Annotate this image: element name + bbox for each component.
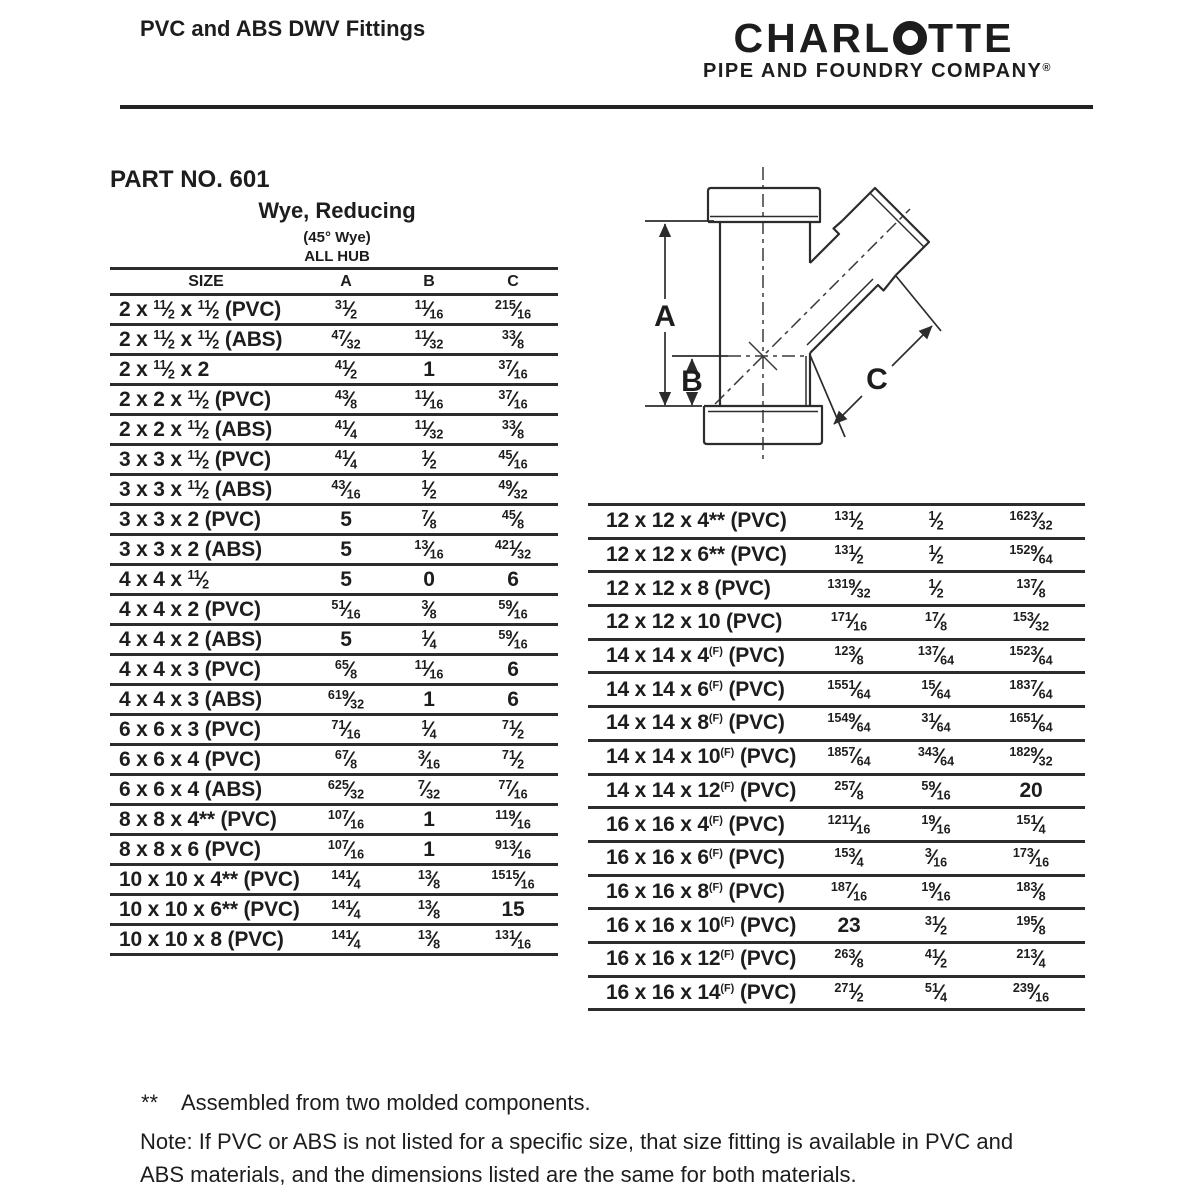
dim-c-cell: $^{195}⁄_8$	[977, 909, 1085, 943]
part-connection: ALL HUB	[304, 248, 370, 265]
fitting-outline	[704, 188, 929, 444]
dim-a-cell: $^{41}⁄_2$	[302, 355, 390, 385]
dim-c-cell: $^{45}⁄_8$	[468, 505, 558, 535]
table-row	[588, 976, 1085, 1010]
size-cell: 4 x 4 x $^{11}⁄_2$	[110, 565, 302, 595]
table-row	[110, 865, 558, 895]
size-cell: 6 x 6 x 4 (PVC)	[110, 745, 302, 775]
size-cell: 2 x 2 x $^{11}⁄_2$ (PVC)	[110, 385, 302, 415]
registered-mark: ®	[1042, 61, 1052, 74]
dim-b-cell: $^3⁄_{16}$	[390, 745, 468, 775]
dim-a-cell: $^{141}⁄_4$	[302, 895, 390, 925]
dim-a-cell: $^{41}⁄_4$	[302, 445, 390, 475]
dimension-lines	[645, 221, 941, 437]
dim-c-cell: $^{1651}⁄_{64}$	[977, 707, 1085, 741]
size-cell: 14 x 14 x $12^{(F)}$ (PVC)	[588, 774, 803, 808]
dim-c-cell: $^{1623}⁄_{32}$	[977, 505, 1085, 539]
dim-c-cell: $^{1829}⁄_{32}$	[977, 740, 1085, 774]
dim-b-cell: $^{41}⁄_2$	[895, 942, 977, 976]
footnote-note-line1: Note: If PVC or ABS is not listed for a specific size, that size fitting is available in PVC and	[140, 1129, 1014, 1154]
dim-c-cell: $^{33}⁄_8$	[468, 325, 558, 355]
table-row	[588, 538, 1085, 572]
dim-c-cell: $^{77}⁄_{16}$	[468, 775, 558, 805]
dim-c-line-lower	[834, 396, 862, 424]
dim-a-cell: $^{1211}⁄_{16}$	[803, 808, 895, 842]
table-row	[110, 505, 558, 535]
table-row	[110, 625, 558, 655]
size-cell: 3 x 3 x 2 (ABS)	[110, 535, 302, 565]
dim-c-cell: $^{71}⁄_2$	[468, 745, 558, 775]
dim-b-cell: $^{31}⁄_2$	[895, 909, 977, 943]
table-row	[110, 535, 558, 565]
dim-a-cell: $^{131}⁄_2$	[803, 505, 895, 539]
table-row	[588, 808, 1085, 842]
dim-a-cell: $^{51}⁄_{16}$	[302, 595, 390, 625]
dim-b-cell: 1	[390, 685, 468, 715]
size-cell: 8 x 8 x 6 (PVC)	[110, 835, 302, 865]
dim-a-cell: $^{271}⁄_2$	[803, 976, 895, 1010]
size-cell: 10 x 10 x 6** (PVC)	[110, 895, 302, 925]
dim-c-cell: $^{1529}⁄_{64}$	[977, 538, 1085, 572]
size-cell: 12 x 12 x 8 (PVC)	[588, 572, 803, 606]
footnote-marker: **	[141, 1090, 159, 1115]
dim-c-cell: $^{239}⁄_{16}$	[977, 976, 1085, 1010]
dim-c-cell: $^{1837}⁄_{64}$	[977, 673, 1085, 707]
dim-b-cell: $^{11}⁄_{16}$	[390, 295, 468, 325]
part-name: Wye, Reducing	[258, 198, 416, 223]
charlotte-logo	[703, 15, 1052, 83]
dim-a-cell: $^{1319}⁄_{32}$	[803, 572, 895, 606]
col-header-b: B	[390, 269, 468, 295]
dim-c-cell: $^{183}⁄_8$	[977, 875, 1085, 909]
dim-c-cell: $^{421}⁄_{32}$	[468, 535, 558, 565]
size-cell: 12 x 12 x 4** (PVC)	[588, 505, 803, 539]
dim-c-cell: 20	[977, 774, 1085, 808]
dim-c-cell: 15	[468, 895, 558, 925]
table-row	[110, 895, 558, 925]
size-cell: 16 x 16 x $4^{(F)}$ (PVC)	[588, 808, 803, 842]
dim-a-cell: $^{257}⁄_8$	[803, 774, 895, 808]
dim-a-cell: $^{47}⁄_{32}$	[302, 325, 390, 355]
dim-a-cell: $^{71}⁄_{16}$	[302, 715, 390, 745]
dim-b-cell: $^7⁄_{32}$	[390, 775, 468, 805]
branch-hub-mouth-line	[870, 193, 924, 247]
dim-a-cell: $^{1857}⁄_{64}$	[803, 740, 895, 774]
table-row	[110, 715, 558, 745]
table-row	[110, 355, 558, 385]
table-row	[110, 295, 558, 325]
col-header-size: SIZE	[110, 269, 302, 295]
table-row	[110, 565, 558, 595]
dim-c-cell: $^{1523}⁄_{64}$	[977, 639, 1085, 673]
dim-c-cell: 6	[468, 565, 558, 595]
table-row	[110, 925, 558, 955]
header-divider	[120, 105, 1093, 109]
size-cell: 14 x 14 x $4^{(F)}$ (PVC)	[588, 639, 803, 673]
dim-b-cell: $^1⁄_2$	[390, 475, 468, 505]
dim-b-cell: $^{15}⁄_{64}$	[895, 673, 977, 707]
table-row	[588, 740, 1085, 774]
dim-a-cell: 5	[302, 625, 390, 655]
dim-a-cell: $^{123}⁄_8$	[803, 639, 895, 673]
col-header-c: C	[468, 269, 558, 295]
dim-a-cell: $^{107}⁄_{16}$	[302, 805, 390, 835]
size-cell: 3 x 3 x $^{11}⁄_2$ (ABS)	[110, 475, 302, 505]
col-header-a: A	[302, 269, 390, 295]
dim-c-cell: $^{33}⁄_8$	[468, 415, 558, 445]
table-row	[588, 572, 1085, 606]
table-row	[588, 505, 1085, 539]
dim-c-cell: $^{45}⁄_{16}$	[468, 445, 558, 475]
dim-a-cell: 23	[803, 909, 895, 943]
charlotte-subtitle-text: PIPE AND FOUNDRY COMPANY	[703, 60, 1043, 82]
table-row	[588, 639, 1085, 673]
dim-a-cell: $^{187}⁄_{16}$	[803, 875, 895, 909]
table-row	[110, 475, 558, 505]
table-row	[588, 774, 1085, 808]
table-row	[110, 685, 558, 715]
dim-a-cell: $^{141}⁄_4$	[302, 865, 390, 895]
part-number: PART NO. 601	[110, 166, 270, 193]
dim-c-cell: $^{151}⁄_4$	[977, 808, 1085, 842]
dim-a-cell: $^{43}⁄_{16}$	[302, 475, 390, 505]
dim-a-cell: $^{131}⁄_2$	[803, 538, 895, 572]
dim-a-cell: $^{65}⁄_8$	[302, 655, 390, 685]
dim-c-line-upper	[892, 326, 932, 366]
table-row	[588, 841, 1085, 875]
footnote-assembled: Assembled from two molded components.	[181, 1090, 591, 1115]
dim-c-cell: $^{59}⁄_{16}$	[468, 595, 558, 625]
dim-a-cell: $^{619}⁄_{32}$	[302, 685, 390, 715]
dimension-c-label: C	[866, 363, 888, 396]
table-row	[110, 745, 558, 775]
size-cell: 14 x 14 x $10^{(F)}$ (PVC)	[588, 740, 803, 774]
table-row	[588, 875, 1085, 909]
branch-lower-wall	[810, 275, 896, 353]
footnote-note-line2: ABS materials, and the dimensions listed are the same for both materials.	[140, 1162, 857, 1187]
dim-b-cell: $^3⁄_{16}$	[895, 841, 977, 875]
branch-upper-wall	[810, 221, 842, 263]
table-row	[588, 673, 1085, 707]
size-cell: 3 x 3 x 2 (PVC)	[110, 505, 302, 535]
dim-b-cell: $^{13}⁄_8$	[390, 895, 468, 925]
size-cell: 16 x 16 x $12^{(F)}$ (PVC)	[588, 942, 803, 976]
table-row	[588, 707, 1085, 741]
branch-hub	[842, 188, 929, 275]
dimension-a-label: A	[654, 300, 676, 333]
size-cell: 6 x 6 x 3 (PVC)	[110, 715, 302, 745]
dim-a-cell: $^{1549}⁄_{64}$	[803, 707, 895, 741]
charlotte-logo-text-pre: CHARL	[733, 15, 893, 61]
size-cell: 4 x 4 x 2 (PVC)	[110, 595, 302, 625]
dim-c-cell: 6	[468, 685, 558, 715]
dim-b-cell: 1	[390, 805, 468, 835]
dim-c-extension-upper	[896, 276, 941, 331]
size-cell: 10 x 10 x 8 (PVC)	[110, 925, 302, 955]
dim-b-cell: $^{343}⁄_{64}$	[895, 740, 977, 774]
size-cell: 12 x 12 x 6** (PVC)	[588, 538, 803, 572]
dim-b-cell: $^{13}⁄_{16}$	[390, 535, 468, 565]
table-row	[110, 775, 558, 805]
dim-c-cell: $^{913}⁄_{16}$	[468, 835, 558, 865]
dim-a-cell: $^{1551}⁄_{64}$	[803, 673, 895, 707]
size-cell: 2 x $^{11}⁄_2$ x 2	[110, 355, 302, 385]
charlotte-logo-subtitle	[703, 60, 1052, 83]
dim-b-cell: 1	[390, 835, 468, 865]
dim-a-cell: 5	[302, 565, 390, 595]
size-cell: 2 x $^{11}⁄_2$ x $^{11}⁄_2$ (ABS)	[110, 325, 302, 355]
dim-b-cell: $^{11}⁄_{16}$	[390, 655, 468, 685]
centerlines	[715, 167, 910, 459]
dim-c-cell: $^{59}⁄_{16}$	[468, 625, 558, 655]
dim-b-cell: $^{11}⁄_{32}$	[390, 325, 468, 355]
size-cell: 2 x 2 x $^{11}⁄_2$ (ABS)	[110, 415, 302, 445]
dim-c-cell: $^{173}⁄_{16}$	[977, 841, 1085, 875]
dim-b-cell: $^{51}⁄_4$	[895, 976, 977, 1010]
dim-a-cell: 5	[302, 535, 390, 565]
size-cell: 14 x 14 x $8^{(F)}$ (PVC)	[588, 707, 803, 741]
dim-b-cell: $^1⁄_2$	[895, 538, 977, 572]
dim-b-cell: $^{13}⁄_8$	[390, 865, 468, 895]
dim-c-extension-lower	[810, 355, 845, 437]
dim-c-cell: $^{1515}⁄_{16}$	[468, 865, 558, 895]
size-cell: 10 x 10 x 4** (PVC)	[110, 865, 302, 895]
dim-b-cell: $^{31}⁄_{64}$	[895, 707, 977, 741]
footnote-note	[140, 1125, 1130, 1191]
dim-b-cell: $^1⁄_4$	[390, 715, 468, 745]
dimensions-table-left	[110, 267, 558, 956]
size-cell: 12 x 12 x 10 (PVC)	[588, 606, 803, 640]
dim-c-cell: $^{37}⁄_{16}$	[468, 355, 558, 385]
table-row	[110, 805, 558, 835]
dim-a-cell: $^{67}⁄_8$	[302, 745, 390, 775]
table-row	[110, 385, 558, 415]
table-row	[588, 606, 1085, 640]
size-cell: 8 x 8 x 4** (PVC)	[110, 805, 302, 835]
dimension-b-label: B	[681, 365, 703, 398]
size-cell: 16 x 16 x $10^{(F)}$ (PVC)	[588, 909, 803, 943]
dim-c-cell: $^{215}⁄_{16}$	[468, 295, 558, 325]
size-cell: 6 x 6 x 4 (ABS)	[110, 775, 302, 805]
dim-a-cell: $^{107}⁄_{16}$	[302, 835, 390, 865]
table-row	[110, 595, 558, 625]
dim-b-cell: $^3⁄_8$	[390, 595, 468, 625]
size-cell: 4 x 4 x 3 (PVC)	[110, 655, 302, 685]
charlotte-logo-text-post: TTE	[928, 15, 1015, 61]
size-cell: 3 x 3 x $^{11}⁄_2$ (PVC)	[110, 445, 302, 475]
dim-c-cell: $^{153}⁄_{32}$	[977, 606, 1085, 640]
table-row	[110, 835, 558, 865]
dim-b-cell: $^{59}⁄_{16}$	[895, 774, 977, 808]
table-row	[110, 325, 558, 355]
dim-b-cell: $^{11}⁄_{16}$	[390, 385, 468, 415]
dim-a-cell: $^{43}⁄_8$	[302, 385, 390, 415]
size-cell: 16 x 16 x $6^{(F)}$ (PVC)	[588, 841, 803, 875]
dim-b-cell: $^{13}⁄_8$	[390, 925, 468, 955]
dim-b-cell: $^{19}⁄_{16}$	[895, 808, 977, 842]
table-row	[588, 909, 1085, 943]
dim-a-cell: $^{31}⁄_2$	[302, 295, 390, 325]
dim-b-cell: $^{11}⁄_{32}$	[390, 415, 468, 445]
dim-b-cell: $^7⁄_8$	[390, 505, 468, 535]
dim-a-cell: $^{41}⁄_4$	[302, 415, 390, 445]
part-style: (45° Wye)	[303, 229, 371, 246]
dim-c-cell: $^{137}⁄_8$	[977, 572, 1085, 606]
dim-c-cell: $^{119}⁄_{16}$	[468, 805, 558, 835]
dim-b-cell: $^{19}⁄_{16}$	[895, 875, 977, 909]
size-cell: 16 x 16 x $14^{(F)}$ (PVC)	[588, 976, 803, 1010]
table-row	[110, 415, 558, 445]
dim-c-cell: $^{71}⁄_2$	[468, 715, 558, 745]
charlotte-logo-wordmark	[703, 15, 1045, 61]
dim-b-cell: $^{137}⁄_{64}$	[895, 639, 977, 673]
dim-a-cell: $^{625}⁄_{32}$	[302, 775, 390, 805]
dim-a-cell: $^{153}⁄_4$	[803, 841, 895, 875]
size-cell: 16 x 16 x $8^{(F)}$ (PVC)	[588, 875, 803, 909]
dim-a-cell: $^{263}⁄_8$	[803, 942, 895, 976]
dimensions-table-right	[588, 503, 1085, 1011]
dim-c-cell: $^{37}⁄_{16}$	[468, 385, 558, 415]
size-cell: 2 x $^{11}⁄_2$ x $^{11}⁄_2$ (PVC)	[110, 295, 302, 325]
size-cell: 4 x 4 x 3 (ABS)	[110, 685, 302, 715]
charlotte-logo-o-icon	[893, 21, 927, 55]
size-cell: 14 x 14 x $6^{(F)}$ (PVC)	[588, 673, 803, 707]
dim-c-cell: 6	[468, 655, 558, 685]
dim-b-cell: $^1⁄_2$	[895, 572, 977, 606]
dim-b-cell: $^1⁄_4$	[390, 625, 468, 655]
wye-fitting-diagram	[630, 163, 975, 508]
dim-b-cell: $^{17}⁄_8$	[895, 606, 977, 640]
dim-c-cell: $^{131}⁄_{16}$	[468, 925, 558, 955]
dim-a-cell: $^{141}⁄_4$	[302, 925, 390, 955]
page-title: PVC and ABS DWV Fittings	[140, 16, 426, 41]
table-row	[110, 445, 558, 475]
table-row	[110, 655, 558, 685]
branch-lower-wall-inner	[807, 279, 873, 345]
dim-b-cell: 1	[390, 355, 468, 385]
size-cell: 4 x 4 x 2 (ABS)	[110, 625, 302, 655]
dim-b-cell: 0	[390, 565, 468, 595]
dim-c-cell: $^{213}⁄_4$	[977, 942, 1085, 976]
table-header-row	[110, 269, 558, 295]
dim-a-cell: $^{171}⁄_{16}$	[803, 606, 895, 640]
dim-c-cell: $^{49}⁄_{32}$	[468, 475, 558, 505]
dim-a-cell: 5	[302, 505, 390, 535]
dim-b-cell: $^1⁄_2$	[390, 445, 468, 475]
dim-b-cell: $^1⁄_2$	[895, 505, 977, 539]
table-row	[588, 942, 1085, 976]
